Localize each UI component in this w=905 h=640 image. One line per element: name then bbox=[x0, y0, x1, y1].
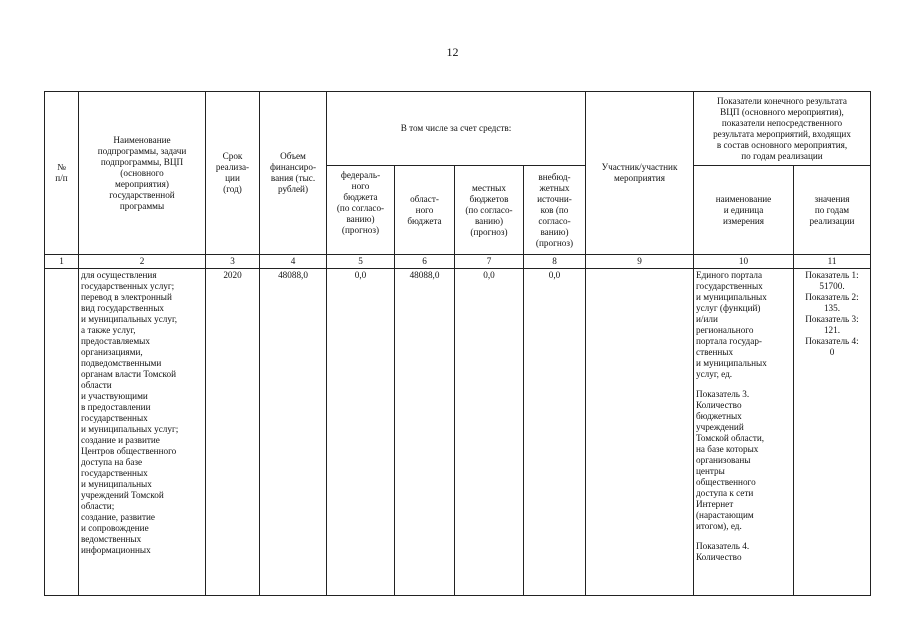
text-line: доступа к сети bbox=[696, 488, 754, 498]
text-line: Показатель 3: bbox=[805, 314, 859, 324]
text-line: услуг, ед. bbox=[696, 369, 733, 379]
text-line: Центров общественного bbox=[81, 446, 177, 456]
col-num: 10 bbox=[694, 255, 794, 269]
row-regional: 48088,0 bbox=[395, 269, 455, 596]
text-line: 121. bbox=[823, 325, 841, 335]
text-line: и единица bbox=[723, 204, 764, 215]
text-line: ного bbox=[415, 204, 434, 215]
text-line: показатели непосредственного bbox=[721, 117, 843, 128]
text-line: (прогноз) bbox=[535, 237, 574, 248]
row-volume: 48088,0 bbox=[260, 269, 327, 596]
text-line: подпрограммы, задачи bbox=[97, 145, 187, 156]
header-num bbox=[45, 92, 79, 255]
text-line: государственных услуг; bbox=[81, 281, 175, 291]
text-line: жетных bbox=[539, 182, 570, 193]
text-line: 51700. bbox=[819, 281, 845, 291]
text-line: Единого портала bbox=[696, 270, 763, 280]
text-line: ственных bbox=[696, 347, 734, 357]
header-participant bbox=[586, 92, 694, 255]
column-number-row bbox=[45, 255, 871, 269]
text-line: 135. bbox=[823, 303, 841, 313]
row-indicator-values bbox=[794, 269, 871, 596]
row-extra: 0,0 bbox=[524, 269, 586, 596]
text-line: Томской области, bbox=[696, 433, 765, 443]
text-line: и муниципальных bbox=[696, 292, 767, 302]
text-line: № bbox=[57, 162, 66, 172]
text-line: финансиро- bbox=[269, 162, 317, 172]
text-line: вания (тыс. bbox=[270, 173, 316, 183]
col-num: 4 bbox=[260, 255, 327, 269]
text-line: в состав основного мероприятия, bbox=[716, 139, 848, 150]
text-line: области bbox=[81, 380, 112, 390]
text-line: реализации bbox=[809, 215, 855, 226]
text-line: и муниципальных услуг, bbox=[81, 314, 177, 324]
text-line: результата мероприятий, входящих bbox=[713, 128, 851, 139]
row-num bbox=[45, 269, 79, 596]
row-participant bbox=[586, 269, 694, 596]
page-number: 12 bbox=[446, 45, 459, 59]
text-line: и сопровождение bbox=[81, 523, 149, 533]
text-line: (основного bbox=[120, 167, 164, 178]
header-regional bbox=[395, 166, 455, 255]
text-line: (год) bbox=[223, 184, 242, 194]
col-num: 11 bbox=[794, 255, 871, 269]
text-line: подведомственными bbox=[81, 358, 162, 368]
text-line: измерения bbox=[722, 215, 765, 226]
header-indicators bbox=[694, 92, 871, 166]
header-name bbox=[79, 92, 206, 255]
text-line: Количество bbox=[696, 400, 742, 410]
text-line: ведомственных bbox=[81, 534, 142, 544]
text-line: мероприятия bbox=[614, 173, 665, 183]
text-line: (по согласо- bbox=[465, 204, 513, 215]
text-line: Показатели конечного результата bbox=[717, 95, 847, 106]
text-line: (прогноз) bbox=[470, 226, 508, 237]
row-name bbox=[79, 269, 206, 596]
text-line: и участвующими bbox=[81, 391, 148, 401]
row-year: 2020 bbox=[206, 269, 260, 596]
text-line: и муниципальных bbox=[81, 479, 152, 489]
text-line: Показатель 1: bbox=[805, 270, 859, 280]
text-line: вид государственных bbox=[81, 303, 164, 313]
text-line: федераль- bbox=[340, 170, 381, 180]
table-row bbox=[45, 269, 871, 596]
text-line: перевод в электронный bbox=[81, 292, 172, 302]
text-line: итогом), ед. bbox=[696, 521, 742, 531]
text-line: учреждений Томской bbox=[81, 490, 164, 500]
text-line: на базе которых bbox=[696, 444, 759, 454]
text-line: по годам реализации bbox=[741, 150, 823, 161]
text-line: организованы bbox=[696, 455, 751, 465]
text-line: и муниципальных услуг; bbox=[81, 424, 179, 434]
text-line: органам власти Томской bbox=[81, 369, 177, 379]
header-federal bbox=[327, 166, 395, 255]
text-line: государственных bbox=[81, 413, 148, 423]
header-local bbox=[455, 166, 524, 255]
text-line: бюджетных bbox=[696, 411, 742, 421]
text-line: Объем bbox=[280, 151, 306, 161]
text-line: ванию) bbox=[346, 214, 375, 224]
text-line: Показатель 2: bbox=[805, 292, 859, 302]
text-line: учреждений bbox=[696, 422, 744, 432]
text-line: 0 bbox=[829, 347, 835, 357]
text-line: Количество bbox=[696, 552, 742, 562]
text-line: для осуществления bbox=[81, 270, 157, 280]
text-line: Участник/участник bbox=[601, 162, 678, 172]
col-num: 9 bbox=[586, 255, 694, 269]
text-line: Показатель 4. bbox=[696, 541, 750, 551]
text-line: организациями, bbox=[81, 347, 143, 357]
header-period bbox=[206, 92, 260, 255]
text-line: ков (по bbox=[540, 204, 569, 215]
text-line: реализа- bbox=[215, 162, 250, 172]
program-table bbox=[44, 91, 871, 596]
row-indicator-name bbox=[694, 269, 794, 596]
col-num: 7 bbox=[455, 255, 524, 269]
text-line: центры bbox=[696, 466, 725, 476]
text-line: (нарастающим bbox=[696, 510, 754, 520]
text-line: источни- bbox=[537, 193, 572, 204]
text-line: а также услуг, bbox=[81, 325, 136, 335]
col-num: 1 bbox=[45, 255, 79, 269]
col-num: 2 bbox=[79, 255, 206, 269]
text-line: Наименование bbox=[113, 134, 171, 145]
col-num: 8 bbox=[524, 255, 586, 269]
text-line: регионального bbox=[696, 325, 754, 335]
text-line: ВЦП (основного мероприятия), bbox=[720, 106, 844, 117]
text-line: област- bbox=[410, 193, 439, 204]
text-line: рублей) bbox=[277, 184, 309, 194]
text-line: Интернет bbox=[696, 499, 734, 509]
text-line: (по согласо- bbox=[336, 203, 385, 213]
text-line: Показатель 3. bbox=[696, 389, 750, 399]
text-line: внебюд- bbox=[538, 171, 571, 182]
text-line: согласо- bbox=[538, 215, 571, 226]
text-line: бюджета bbox=[407, 215, 442, 226]
text-line: в предоставлении bbox=[81, 402, 151, 412]
text-line: создание и развитие bbox=[81, 435, 160, 445]
text-line: бюджетов bbox=[469, 193, 509, 204]
text-line: ного bbox=[351, 181, 370, 191]
text-line: создание, развитие bbox=[81, 512, 155, 522]
text-line: и муниципальных bbox=[696, 358, 767, 368]
text-line: информационных bbox=[81, 545, 151, 555]
row-federal: 0,0 bbox=[327, 269, 395, 596]
text-line: п/п bbox=[55, 173, 68, 183]
text-line: доступа на базе bbox=[81, 457, 143, 467]
header-indicator-name bbox=[694, 166, 794, 255]
text-line: области; bbox=[81, 501, 115, 511]
text-line: услуг (функций) bbox=[696, 303, 761, 313]
header-indicator-values bbox=[794, 166, 871, 255]
text-line: значения bbox=[814, 193, 850, 204]
text-line: бюджета bbox=[343, 192, 378, 202]
col-num: 3 bbox=[206, 255, 260, 269]
text-line: подпрограммы, ВЦП bbox=[100, 156, 184, 167]
header-funding-sources: В том числе за счет средств: bbox=[327, 92, 586, 166]
text-line: государственной bbox=[109, 189, 175, 200]
text-line: Показатель 4: bbox=[805, 336, 859, 346]
text-line: государственных bbox=[81, 468, 148, 478]
text-line: государственных bbox=[696, 281, 763, 291]
text-line: ции bbox=[225, 173, 240, 183]
text-line: общественного bbox=[696, 477, 756, 487]
text-line: наименование bbox=[715, 193, 772, 204]
text-line: предоставляемых bbox=[81, 336, 150, 346]
text-line: (прогноз) bbox=[341, 225, 380, 235]
text-line: и/или bbox=[696, 314, 718, 324]
header-extra bbox=[524, 166, 586, 255]
text-line: по годам bbox=[814, 204, 850, 215]
text-line: мероприятия) bbox=[115, 178, 169, 189]
text-line: местных bbox=[472, 182, 506, 193]
text-line: портала государ- bbox=[696, 336, 762, 346]
text-line: программы bbox=[119, 200, 165, 211]
header-volume bbox=[260, 92, 327, 255]
col-num: 5 bbox=[327, 255, 395, 269]
row-local: 0,0 bbox=[455, 269, 524, 596]
text-line: Срок bbox=[222, 151, 243, 161]
col-num: 6 bbox=[395, 255, 455, 269]
text-line: ванию) bbox=[540, 226, 569, 237]
text-line: ванию) bbox=[474, 215, 504, 226]
